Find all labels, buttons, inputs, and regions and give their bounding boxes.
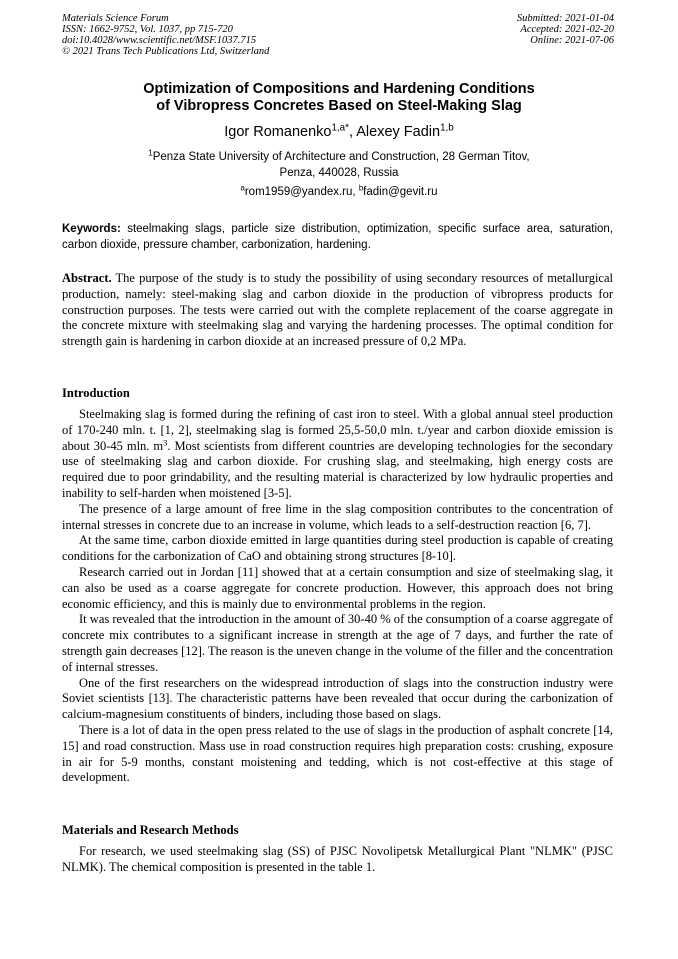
introduction-heading: Introduction xyxy=(62,386,130,400)
author-1-name: Igor Romanenko xyxy=(224,124,332,140)
paper-title xyxy=(40,81,638,115)
affiliation-line-1: Penza State University of Architecture and Construction, 28 German Titov, xyxy=(152,151,530,163)
abstract-text: The purpose of the study is to study the possibility of using secondary resources of metallurgical production, namely: steel-making slag and carbon dioxide in the production of vibropress products for construction purposes. The tests were carried out with the complete replacement of the coarse aggregate in the concrete mixture with steelmaking slag and varying the hardening processes. The optimal condition for strength gain is hardening in carbon dioxide at an increased pressure of 0,2 MPa. xyxy=(62,271,613,349)
keywords-text: steelmaking slags, particle size distribution, optimization, specific surface area, saturation, carbon dioxide, pressure chamber, carbonization, hardening. xyxy=(62,223,613,251)
methods-paragraph-1: For research, we used steelmaking slag (SS) of PJSC Novolipetsk Metallurgical Plant "NLMK" (PJSC NLMK). The chemical composition is presented in the table 1. xyxy=(62,844,613,874)
title-line-2: of Vibropress Concretes Based on Steel-Making Slag xyxy=(156,98,522,114)
abstract-section xyxy=(62,271,613,350)
journal-name: Materials Science Forum xyxy=(62,13,169,24)
methods-heading: Materials and Research Methods xyxy=(62,823,239,837)
methods-section xyxy=(62,844,613,876)
email-b: fadin@gevit.ru xyxy=(363,186,438,198)
title-line-1: Optimization of Compositions and Hardening Conditions xyxy=(143,81,535,97)
email-b-superscript: b xyxy=(358,183,364,193)
affiliation xyxy=(60,150,618,181)
affiliation-superscript: 1 xyxy=(148,148,153,158)
keywords-label: Keywords: xyxy=(62,223,121,235)
affiliation-line-2: Penza, 440028, Russia xyxy=(279,166,399,179)
intro-paragraph-4: Research carried out in Jordan [11] showed that at a certain consumption and size of steelmaking slag, it can also be used as a coarse aggregate for concrete production. However, this approach does not bring economic efficiency, and this is mainly due to environmental problems in the region. xyxy=(62,564,613,611)
intro-paragraph-7: There is a lot of data in the open press related to the use of slags in the production of asphalt concrete [14, 15] and road construction. Mass use in road construction requires high preparation costs: crushing, exposure in air for 5-9 months, constant moistening and tedding, which is not cost-effective at this stage of development. xyxy=(62,722,613,785)
email-a: rom1959@yandex.ru, xyxy=(244,186,359,198)
author-separator: , xyxy=(348,124,357,140)
email-a-superscript: a xyxy=(240,183,245,193)
journal-header xyxy=(62,13,269,57)
intro-p1-text-a: Steelmaking slag is formed during the refining of cast iron to steel. With a global annual steel production of 170-240 mln. t. [1, 2], steelmaking slag is formed 25,5-50,0 mln. t./year and carbon dioxide emission is about 30-45 mln. m xyxy=(62,407,613,453)
issn-line: ISSN: 1662-9752, Vol. 1037, pp 715-720 xyxy=(62,24,233,35)
abstract-label: Abstract. xyxy=(62,271,112,285)
copyright-line: © 2021 Trans Tech Publications Ltd, Switzerland xyxy=(62,46,270,57)
intro-p1-superscript: 3 xyxy=(163,436,168,447)
author-2-superscript: 1,b xyxy=(440,122,454,134)
intro-paragraph-3: At the same time, carbon dioxide emitted in large quantities during steel production is capable of creating conditions for the carbonization of CaO and obtaining strong structures [8-10]. xyxy=(62,533,613,564)
dates-header xyxy=(517,13,614,46)
author-1-superscript: 1,a* xyxy=(331,122,349,134)
author-2-name: Alexey Fadin xyxy=(356,124,441,140)
online-date: Online: 2021-07-06 xyxy=(530,35,614,46)
author-emails xyxy=(40,185,638,200)
introduction-section xyxy=(62,407,613,786)
intro-paragraph-2: The presence of a large amount of free lime in the slag composition contributes to the concentration of internal stresses in concrete due to an increase in volume, which leads to a self-destruction reaction [6, 7]. xyxy=(62,501,613,532)
intro-paragraph-5: It was revealed that the introduction in the amount of 30-40 % of the consumption of a coarse aggregate of concrete mix contributes to a significant increase in strength at the age of 7 days, and further the rate of strength gain decreases [12]. The reason is the uneven change in the volume of the filler and the concentration of internal stresses. xyxy=(62,612,613,674)
keywords-section xyxy=(62,222,613,253)
doi-line: doi:10.4028/www.scientific.net/MSF.1037.715 xyxy=(62,35,257,46)
submitted-date: Submitted: 2021-01-04 xyxy=(516,13,614,24)
intro-paragraph-6: One of the first researchers on the widespread introduction of slags into the construction industry were Soviet scientists [13]. The characteristic patterns have been revealed that occur during the carbonization of calcium-magnesium constituents of binders, including those based on slags. xyxy=(62,675,613,722)
intro-p1-text-b: . Most scientists from different countries are developing technologies for the secondary use of steelmaking slag and carbon dioxide. For crushing slag, and steelmaking, high energy costs are required due to poor grindability, and the resulting material is characterized by low hydraulic properties and inability to self-harden when moistened [3-5]. xyxy=(62,438,613,500)
intro-paragraph-1 xyxy=(62,407,613,502)
accepted-date: Accepted: 2021-02-20 xyxy=(520,24,614,35)
author-list xyxy=(40,123,638,141)
